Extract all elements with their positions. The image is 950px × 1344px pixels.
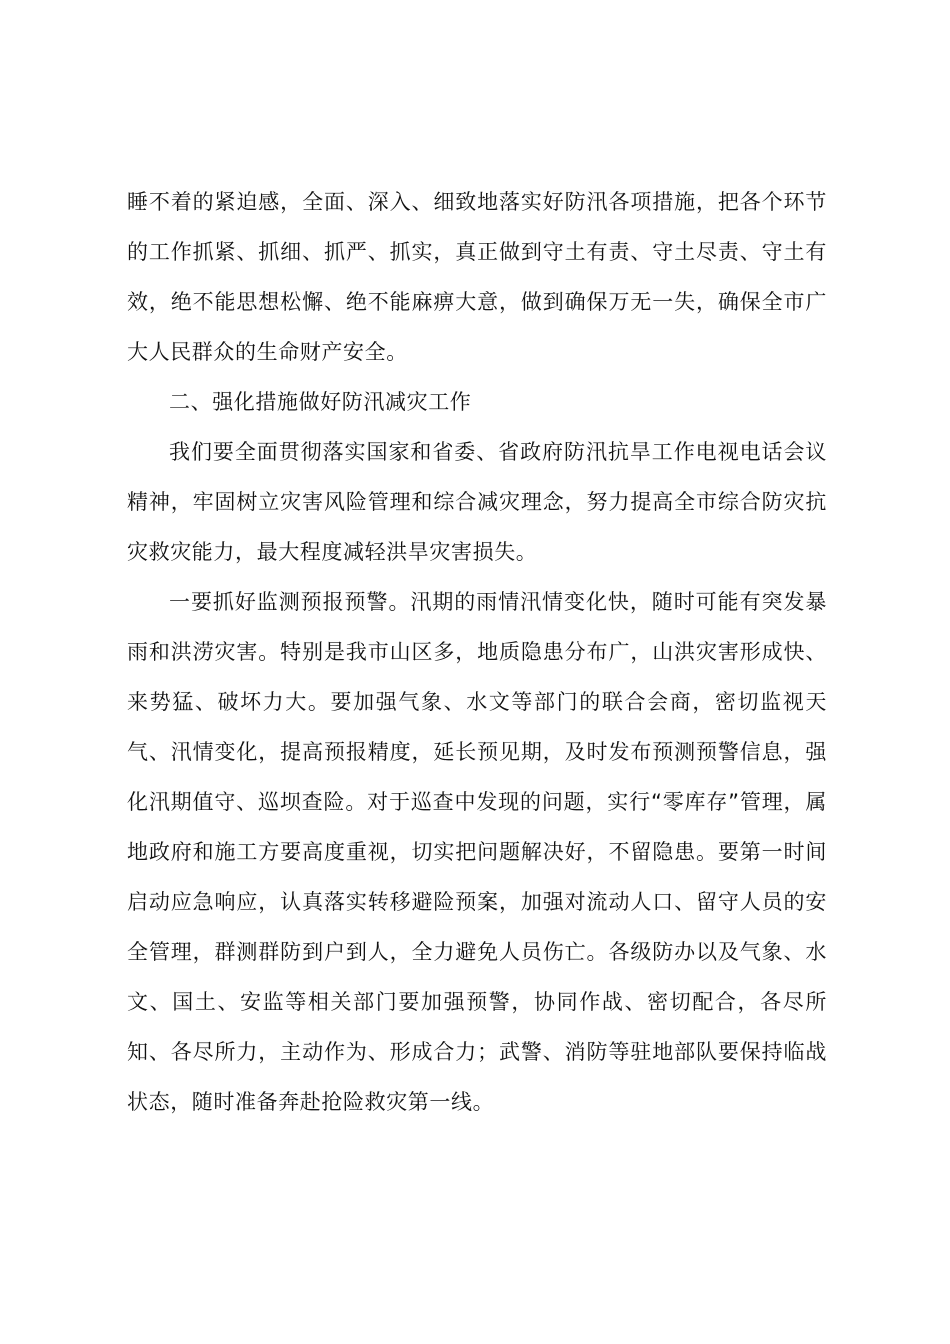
section-heading: 二、强化措施做好防汛减灾工作 [169,390,472,414]
paragraph-monitoring: 一要抓好监测预报预警。汛期的雨情汛情变化快，随时可能有突发暴雨和洪涝灾害。特别是我市山区多，地质隐患分布广，山洪灾害形成快、来势猛、破坏力大。要加强气象、水文等部门的联合会商，密切监视天气、汛情变化，提高预报精度，延长预见期，及时发布预测预警信息，强化汛期值守、巡坝查险。对于巡查中发现的问题，实行“零库存”管理，属地政府和施工方要高度重视，切实把问题解决好，不留隐患。要第一时间启动应急响应，认真落实转移避险预案，加强对流动人口、留守人员的安全管理，群测群防到户到人，全力避免人员伤亡。各级防办以及气象、水文、国土、安监等相关部门要加强预警，协同作战、密切配合，各尽所知、各尽所力，主动作为、形成合力；武警、消防等驻地部队要保持临战状态，随时准备奔赴抢险救灾第一线。 [127,590,827,1114]
paragraph-intro: 我们要全面贯彻落实国家和省委、省政府防汛抗旱工作电视电话会议精神，牢固树立灾害风险管理和综合减灾理念，努力提高全市综合防灾抗灾救灾能力，最大程度减轻洪旱灾害损失。 [127,440,827,564]
document-body [127,177,827,1127]
paragraph-continuation: 睡不着的紧迫感，全面、深入、细致地落实好防汛各项措施，把各个环节的工作抓紧、抓细、抓严、抓实，真正做到守土有责、守土尽责、守土有效，绝不能思想松懈、绝不能麻痹大意，做到确保万无一失，确保全市广大人民群众的生命财产安全。 [127,190,827,364]
